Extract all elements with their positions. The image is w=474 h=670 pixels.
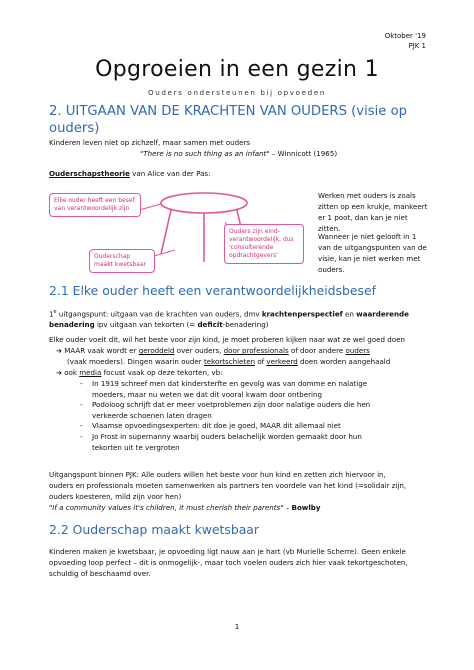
section-2-1-heading: 2.1 Elke ouder heeft een verantwoordelijkheidsbesef	[49, 283, 376, 298]
page-subtitle: Ouders ondersteunen bij opvoeden	[147, 88, 327, 97]
arrow-icon: ➔	[56, 368, 65, 377]
section-2-2-line2: opvoeding loop perfect – dit is onmogelijk-, maar toch voelen ouders zich hier vaak tekortgeschoten,	[49, 558, 408, 567]
arrow1-text-c: of door andere	[288, 346, 346, 355]
arrow1-underline-verkeerd: verkeerd	[266, 357, 298, 366]
section-2-2-heading: 2.2 Ouderschap maakt kwetsbaar	[49, 522, 259, 537]
page-number: 1	[234, 622, 240, 631]
arrow-line-2	[56, 367, 436, 378]
arrow1-line2-text-a: (vaak moeders). Dingen waarin ouder	[67, 357, 204, 366]
arrow2-text-b: focust vaak op deze tekorten, vb:	[101, 368, 223, 377]
bowlby-quote	[49, 502, 429, 513]
p1-text-b: uitgangspunt: uitgaan van de krachten van ouders, dmv	[56, 309, 262, 319]
list-item: - In 1919 schreef men dat kindersterfte en gevolg was van domme en nalatige moeders, maar nu weten we dat dit vooral kwam door ontbering	[80, 379, 368, 399]
winnicott-quote-author: – Winnicott (1965)	[269, 149, 338, 158]
header-code: PJK 1	[408, 42, 426, 50]
arrow1-underline-ouders: ouders	[345, 346, 370, 355]
callout-end-responsible: Ouders zijn eind-verantwoordelijk, dus 'consulterende opdrachtgevers'	[224, 224, 304, 264]
stool-leg-left	[161, 210, 171, 254]
winnicott-quote-text: "There is no such thing as an infant"	[140, 149, 270, 158]
arrow-line-1	[56, 345, 436, 356]
theory-label: Ouderschapstheorie	[49, 169, 130, 178]
arrow1-text-b: over ouders,	[174, 346, 224, 355]
arrow1-underline-geroddeld: geroddeld	[138, 346, 175, 355]
p1-text-c: en	[342, 309, 357, 319]
section-2-1-p1	[49, 307, 429, 330]
list-item: - Podoloog schrijft dat er meer voetproblemen zijn door nalatige ouders die hen verkeerde schoenen laten dragen	[80, 400, 371, 420]
bowlby-quote-dash: –	[283, 503, 292, 512]
bowlby-quote-author: Bowlby	[291, 503, 321, 512]
p1-number: 1	[49, 309, 54, 319]
list-item: - Jo Frost in supernanny waarbij ouders belachelijk worden gemaakt door hun tekorten uit te vergroten	[80, 431, 362, 452]
side-text-belief: Wanneer je niet gelooft in 1 van de uitgangspunten van de visie, kan je niet werken met ouders.	[318, 232, 427, 274]
connector-left	[139, 204, 161, 210]
p1-bold-waarderende: waarderende	[356, 309, 409, 319]
theory-line	[49, 168, 429, 179]
arrow-line-1-cont	[67, 356, 437, 367]
section-2-2-line3: schuldig of beschaamd over.	[49, 569, 151, 578]
arrow1-underline-tekortschieten: tekortschieten	[203, 357, 256, 366]
arrow-icon: ➔	[56, 346, 65, 355]
section-2-1-p3-line3: ouders koesteren, mild zijn voor hen)	[49, 492, 182, 501]
theory-rest: van Alice van der Pas:	[129, 169, 211, 178]
p1-bold-krachtenperspectief: krachtenperspectief	[261, 309, 343, 319]
side-text-stool: Werken met ouders is zoals zitten op een krukje, mankeert er 1 poot, dan kan je niet zitten.	[318, 191, 428, 233]
page-title: Opgroeien in een gezin 1	[95, 57, 379, 82]
p1-text-e: -benadering)	[222, 320, 269, 330]
section-2-intro: Kinderen leven niet op zichzelf, maar samen met ouders	[49, 138, 251, 147]
stool-seat	[161, 193, 247, 213]
section-2-heading: 2. UITGAAN VAN DE KRACHTEN VAN OUDERS (visie op ouders)	[49, 104, 408, 136]
p1-bold-benadering: benadering	[49, 320, 95, 330]
arrow2-underline-media: media	[79, 368, 102, 377]
callout-vulnerable: Ouderschap maakt kwetsbaar	[89, 249, 155, 273]
p1-superscript: e	[53, 309, 57, 315]
arrow1-line2-text-b: of	[255, 357, 267, 366]
p1-text-d: ipv uitgaan van tekorten (=	[94, 320, 198, 330]
arrow1-text-a: MAAR vaak wordt er	[64, 346, 139, 355]
callout-responsibility: Elke ouder heeft een besef van verantwoordelijk zijn	[49, 193, 141, 217]
p1-bold-deficit: deficit	[197, 320, 223, 330]
bullet-list	[80, 379, 437, 453]
list-item: - Vlaamse opvoedingsexperten: dit doe je goed, MAAR dit allemaal niet	[80, 421, 341, 431]
bowlby-quote-text: "If a community values it's children, it must cherish their parents"	[49, 503, 284, 512]
arrow1-underline-professionals: door professionals	[223, 346, 289, 355]
arrow1-line2-text-c: doen worden aangehaald	[297, 357, 391, 366]
header-date: Oktober '19	[384, 32, 426, 40]
section-2-2-line1: Kinderen maken je kwetsbaar, je opvoeding ligt nauw aan je hart (vb Murielle Scherre). Geen enkele	[49, 547, 406, 556]
section-2-1-p2: Elke ouder voelt dit, wil het beste voor zijn kind, je moet proberen kijken naar wat ze wel goed doen	[49, 335, 405, 344]
section-2-1-p3-line2: ouders en professionals moeten samenwerken als partners ten voordele van het kind (=solidair zijn,	[49, 481, 407, 490]
section-2-1-p3-line1: Uitgangspunt binnen PJK: Alle ouders willen het beste voor hun kind en zetten zich hiervoor in,	[49, 470, 386, 479]
winnicott-quote	[140, 148, 440, 159]
arrow2-text-a: ook	[64, 368, 80, 377]
